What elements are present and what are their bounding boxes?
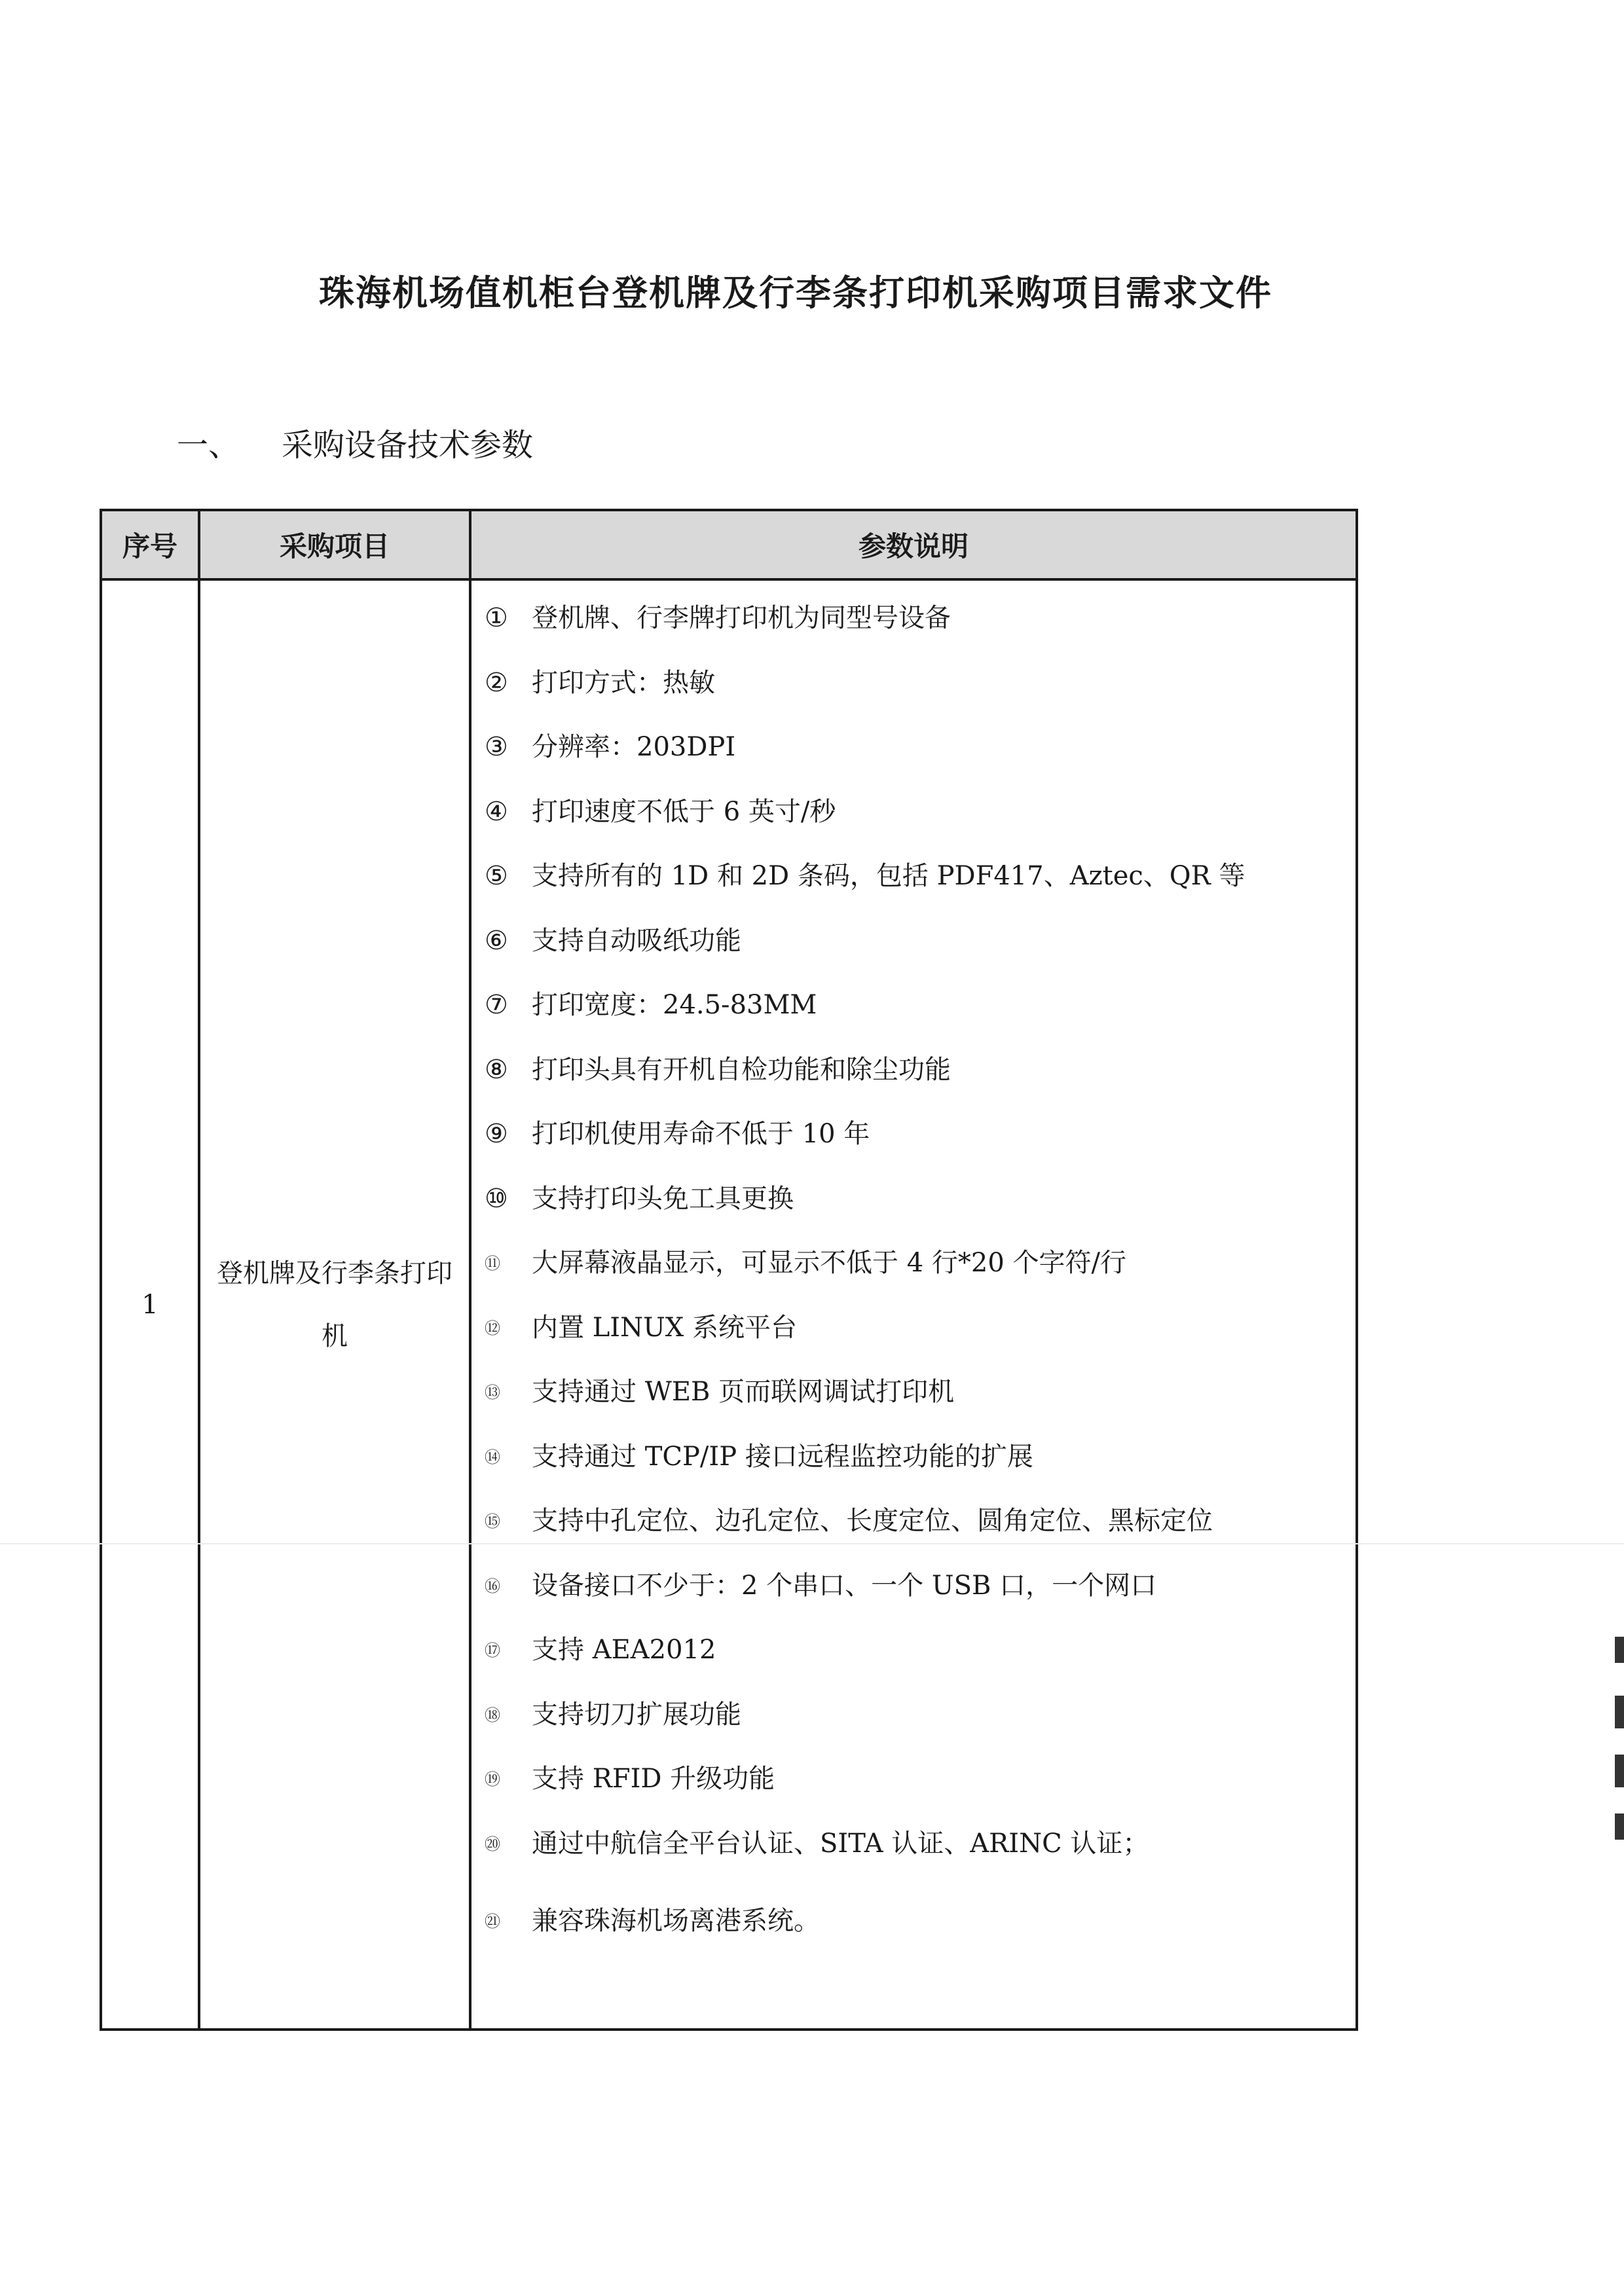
param-marker: ④ (485, 796, 508, 827)
param-marker: ⑲ (485, 1770, 500, 1789)
param-text: 设备接口不少于：2 个串口、一个 USB 口，一个网口 (532, 1570, 1157, 1601)
header-params: 参数说明 (470, 510, 1357, 579)
row-params (470, 579, 1357, 2030)
param-text: 打印头具有开机自检功能和除尘功能 (532, 1054, 951, 1085)
param-item (485, 1102, 1356, 1167)
param-marker: ③ (485, 732, 508, 762)
param-marker: ⑬ (485, 1383, 500, 1402)
scan-edge-mark (1615, 1696, 1624, 1728)
param-text: 登机牌、行李牌打印机为同型号设备 (532, 603, 951, 633)
param-text: 支持打印头免工具更换 (532, 1183, 794, 1214)
param-item (485, 1296, 1356, 1360)
param-item (485, 1554, 1356, 1618)
param-text: 打印宽度：24.5-83MM (532, 990, 817, 1020)
table-header-row (101, 510, 1357, 579)
section-heading (177, 419, 533, 471)
row-item: 登机牌及行李条打印机 (199, 579, 470, 2030)
param-marker: ⑭ (485, 1448, 500, 1467)
param-text: 支持自动吸纸功能 (532, 925, 741, 956)
param-item (485, 1876, 1356, 1954)
param-item (485, 1167, 1356, 1231)
param-item (485, 715, 1356, 780)
param-marker: ⑯ (485, 1576, 500, 1595)
param-marker: ⑪ (485, 1254, 500, 1273)
param-text: 支持通过 WEB 页而联网调试打印机 (532, 1377, 955, 1407)
param-item (485, 1231, 1356, 1296)
param-text: 支持切刀扩展功能 (532, 1699, 741, 1730)
param-marker: ⑨ (485, 1119, 508, 1149)
param-item (485, 1618, 1356, 1683)
param-item (485, 844, 1356, 909)
param-text: 分辨率：203DPI (532, 732, 736, 762)
param-text: 支持通过 TCP/IP 接口远程监控功能的扩展 (532, 1441, 1033, 1472)
header-item: 采购项目 (199, 510, 470, 579)
param-item (485, 780, 1356, 845)
param-text: 兼容珠海机场离港系统。 (532, 1906, 820, 1936)
page-title: 珠海机场值机柜台登机牌及行李条打印机采购项目需求文件 (319, 272, 1272, 314)
param-text: 支持中孔定位、边孔定位、长度定位、圆角定位、黑标定位 (532, 1506, 1213, 1536)
param-item (485, 1812, 1356, 1876)
param-marker: ⑤ (485, 861, 508, 891)
param-marker: ⑰ (485, 1641, 500, 1660)
param-item (485, 1683, 1356, 1747)
param-marker: ⑮ (485, 1512, 500, 1531)
param-marker: ⑥ (485, 925, 508, 956)
param-marker: ⑫ (485, 1319, 500, 1338)
section-heading-text: 采购设备技术参数 (282, 427, 534, 464)
param-item (485, 973, 1356, 1038)
scan-edge-mark (1615, 1755, 1624, 1787)
param-text: 内置 LINUX 系统平台 (532, 1312, 797, 1343)
param-marker: ⑳ (485, 1834, 500, 1853)
param-text: 打印机使用寿命不低于 10 年 (532, 1119, 870, 1149)
spec-table (100, 509, 1358, 2031)
scan-edge-mark (1615, 1813, 1624, 1840)
param-marker: ㉑ (485, 1912, 500, 1931)
param-item (485, 1360, 1356, 1425)
param-text: 大屏幕液晶显示，可显示不低于 4 行*20 个字符/行 (532, 1248, 1126, 1278)
param-text: 打印速度不低于 6 英寸/秒 (532, 796, 836, 827)
scan-fold-line (0, 1543, 1624, 1544)
param-item (485, 1038, 1356, 1102)
param-text: 支持 RFID 升级功能 (532, 1764, 775, 1794)
param-marker: ⑦ (485, 990, 508, 1020)
param-item (485, 651, 1356, 716)
header-index: 序号 (101, 510, 199, 579)
row-index: 1 (101, 579, 199, 2030)
table-row (101, 579, 1357, 2030)
param-marker: ⑩ (485, 1183, 508, 1214)
param-marker: ⑧ (485, 1054, 508, 1085)
param-marker: ⑱ (485, 1705, 500, 1724)
param-text: 支持 AEA2012 (532, 1635, 716, 1665)
param-item (485, 586, 1356, 651)
param-marker: ② (485, 667, 508, 698)
param-text: 支持所有的 1D 和 2D 条码，包括 PDF417、Aztec、QR 等 (532, 861, 1246, 891)
param-list (471, 586, 1356, 1954)
param-item (485, 1425, 1356, 1489)
param-text: 通过中航信全平台认证、SITA 认证、ARINC 认证； (532, 1828, 1149, 1859)
param-item (485, 909, 1356, 974)
param-text: 打印方式：热敏 (532, 667, 715, 698)
section-number: 一、 (177, 427, 240, 464)
param-marker: ① (485, 603, 508, 633)
scan-edge-mark (1615, 1637, 1624, 1663)
param-item (485, 1747, 1356, 1812)
